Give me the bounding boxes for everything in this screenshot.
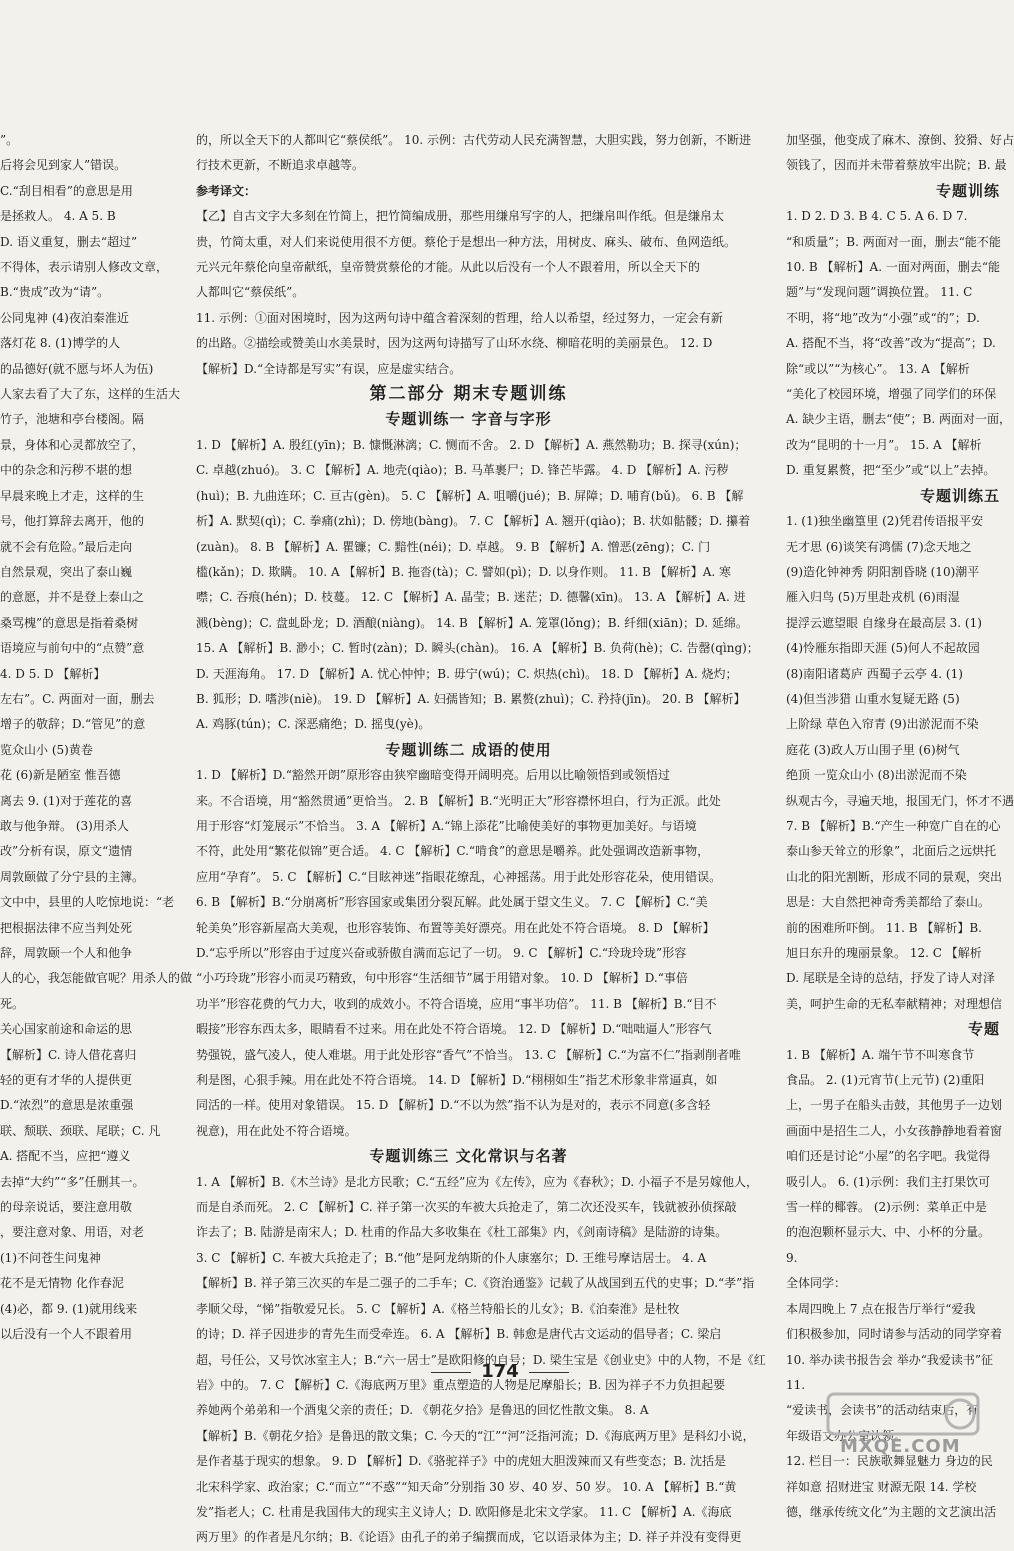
text-line: 们积极参加，同时请参与活动的同学穿着 — [786, 1327, 1003, 1342]
text-line: (4)怜雁东指即天涯 (5)何人不起故园 — [786, 641, 980, 656]
text-line: 11. — [786, 1377, 806, 1392]
text-line: 上阶绿 草色入帘青 (9)出淤泥而不染 — [786, 717, 979, 732]
text-line: 去掉“大约”“多”任删其一。 — [0, 1174, 145, 1189]
text-line: 敢与他争辩。 (3)用杀人 — [0, 818, 129, 833]
text-line: 改为“昆明的十一月”。 15. A 【解析 — [786, 437, 982, 452]
text-line: 的泡泡颗杯显示大、中、小杯的分量。 — [786, 1225, 991, 1240]
text-line: (4)必，都 9. (1)就用线来 — [0, 1301, 138, 1316]
text-line: 全体同学： — [786, 1276, 847, 1291]
text-line: 联、颓联、颈联、尾联；C. 凡 — [0, 1123, 161, 1138]
text-line: 1. A 【解析】B.《木兰诗》是北方民歌；C.“五经”应为《左传》，应为《春秋》；D. 小福子不是另嫁他人， — [196, 1174, 759, 1189]
text-line: 死。 — [0, 996, 25, 1011]
text-line: “美化了校园环境，增强了同学们的环保 — [786, 387, 997, 402]
text-line: 就不会有危险。”最后走向 — [0, 539, 133, 554]
watermark-url: MXQE.COM — [840, 1436, 961, 1457]
text-line: 暇接”形容东西太多，眼睛看不过来。用在此处不符合语境。 12. D 【解析】D.“咄咄逼人”形容气 — [196, 1022, 712, 1037]
text-line: 雁入归鸟 (5)万里赴戎机 (6)雨湿 — [786, 590, 960, 605]
text-line: 两万里》的作者是凡尔纳；B.《论语》由孔子的弟子编撰而成，它以语录体为主；D. 祥子并没有变得更 — [196, 1530, 742, 1545]
text-line: 4. D 5. D 【解析】 — [0, 666, 106, 681]
text-line: 改”分析有误，原文“遗情 — [0, 844, 133, 859]
text-line: 提浮云遮望眼 自缘身在最高层 3. (1) — [786, 615, 982, 630]
reference-translation — [196, 204, 741, 306]
text-line: 不符，此处用“繁花似锦”更合适。 4. C 【解析】C.“啃食”的意思是嚼养。此处强调改造新事物， — [196, 844, 710, 859]
text-line: 1. D 2. D 3. B 4. C 5. A 6. D 7. — [786, 209, 968, 224]
text-line: 11. 示例：①面对困境时，因为这两句诗中蕴含着深刻的哲理，给人以希望，经过努力，一定会有新 — [196, 310, 723, 325]
left-column — [0, 128, 193, 1348]
text-line: A. 缺少主语，删去“使”；B. 两面对一面， — [786, 412, 1012, 427]
section-title: 专题训练 — [935, 181, 1000, 200]
text-line: 同活的一样。使用对象错误。 15. D 【解析】D.“不以为然”指不认为是对的，表示不同意(多含轻 — [196, 1098, 711, 1113]
text-line: B.“贵成”改为“请”。 — [0, 285, 110, 300]
text-line: 6. B 【解析】B.“分崩离析”形容国家或集团分裂瓦解。此处属于望文生义。 7. C 【解析】C.“美 — [196, 895, 708, 910]
page-number: 174 — [390, 1361, 610, 1382]
text-line: 养她两个弟弟和一个酒鬼父亲的责任；D. 《朝花夕拾》是鲁迅的回忆性散文集。 8. A — [196, 1403, 649, 1418]
text-line: 发”指老人；C. 杜甫是我国伟大的现实主义诗人；D. 欧阳修是北宋文学家。 11. C 【解析】A.《海底 — [196, 1504, 732, 1519]
text-line: 增子的敬辞；D.“管见”的意 — [0, 717, 146, 732]
text-line: 溅(bèng)；C. 盘虬卧龙；D. 酒酿(niàng)。 14. B 【解析】A. 笼罩(lǒng)；B. 纤细(xiān)；D. 延绵。 — [196, 615, 748, 630]
text-line: 9. — [786, 1250, 798, 1265]
text-line: 庭花 (3)政人万山围子里 (6)树气 — [786, 742, 960, 757]
text-line: 诈去了；B. 陆游是南宋人；D. 杜甫的作品大多收集在《杜工部集》内，《剑南诗稿》是陆游的诗集。 — [196, 1225, 728, 1240]
text-line: 前的困难所吓倒。 11. B 【解析】B. — [786, 920, 982, 935]
text-line: 轮美奂”形容新屋高大美观，也形容装饰、布置等美好漂亮。用在此处不符合语境。 8. D 【解析】 — [196, 920, 715, 935]
text-line: 【解析】D.“全诗都是写实”有误，应是虚实结合。 — [196, 361, 462, 376]
part-title: 第二部分 期末专题训练 — [369, 384, 568, 405]
text-line: D. 重复累赘，把“至少”或“以上”去掉。 — [786, 463, 996, 478]
text-line: 1. B 【解析】A. 端午节不叫寒食节 — [786, 1047, 975, 1062]
text-line: 的，所以全天下的人都叫它“蔡侯纸”。 10. 示例：古代劳动人民充满智慧，大胆实践，努力创新，不断进 — [196, 133, 751, 147]
text-line: 贵，竹简太重，对人们来说使用很不方便。蔡伦于是想出一种方法，用树皮、麻头、破布、鱼网造纸。 — [196, 234, 737, 249]
text-line: 除“或以”“为核心”。 13. A 【解析 — [786, 361, 970, 376]
text-line: 周敦颐做了分宁县的主簿。 — [0, 869, 145, 884]
question-11-answer — [196, 306, 741, 382]
text-line: 桑骂槐”的意思是指着桑树 — [0, 615, 139, 630]
text-line: 题”与“发现问题”调换位置。 11. C — [786, 285, 973, 300]
text-line: ，要注意对象、用语，对老 — [0, 1225, 145, 1240]
text-line: (8)南阳诸葛庐 西蜀子云亭 4. (1) — [786, 666, 963, 681]
text-line: 【解析】C. 诗人借花喜归 — [0, 1047, 137, 1062]
text-line: (zuàn)。 8. B 【解析】A. 瞿镰；C. 黯性(néi)；D. 卓越。 9. B 【解析】A. 憎恶(zēng)；C. 门 — [196, 539, 711, 554]
text-line: 把根据法律不应当判处死 — [0, 920, 133, 935]
text-line: 德，继承传统文化”为主题的文艺演出活 — [786, 1504, 997, 1519]
text-line: “和质量”；B. 两面对一面，删去“能不能 — [786, 234, 1001, 249]
text-line: 1. D 【解析】A. 殷红(yīn)；B. 慷慨淋漓；C. 恻而不舍。 2. D 【解析】A. 燕然勒功；B. 探寻(xún)； — [196, 437, 747, 452]
text-line: 咱们还是讨论“小屋”的名字吧。我觉得 — [786, 1149, 991, 1164]
text-line: 行技术更新，不断追求卓越等。 — [196, 158, 365, 173]
text-line: 的品德好(就不愿与坏人为伍) — [0, 361, 154, 376]
text-line: 【乙】自古文字大多刻在竹简上，把竹简编成册，那些用缣帛写字的人，把缣帛叫作纸。但是缣帛太 — [196, 209, 725, 224]
middle-column — [196, 128, 766, 1551]
text-line: 噤；C. 吞痕(hén)；D. 枝蔓。 12. C 【解析】A. 晶莹；B. 迷茫；D. 德馨(xīn)。 13. A 【解析】A. 迸 — [196, 590, 746, 605]
text-line: 公同鬼神 (4)夜泊秦淮近 — [0, 310, 129, 325]
text-line: 语境应与前句中的“点赞”意 — [0, 641, 145, 656]
text-line: 落灯花 8. (1)博学的人 — [0, 336, 121, 351]
text-line: 北宋科学家、政治家；C.“而立”“不惑”“知天命”分别指 30 岁、40 岁、50 岁。 10. A 【解析】B.“黄 — [196, 1479, 737, 1494]
text-line: “爱读书，会读书”的活动结束后，有 — [786, 1403, 979, 1418]
text-line: 花 (6)新是陋室 惟吾德 — [0, 768, 121, 783]
text-line: 关心国家前途和命运的思 — [0, 1022, 133, 1037]
text-line: 1. D 【解析】D.“豁然开朗”原形容由狭窄幽暗变得开阔明亮。后用以比喻领悟到或领悟过 — [196, 768, 670, 783]
section-title: 专题训练三 文化常识与名著 — [369, 1147, 568, 1166]
text-line: 7. B 【解析】B.“产生一种宽广自在的心 — [786, 818, 1001, 833]
text-line: 本周四晚上 7 点在报告厅举行“爱我 — [786, 1301, 976, 1316]
text-line: 功半”形容花费的气力大，收到的成效小。不符合语境，应用“事半功倍”。 11. B 【解析】B.“目不 — [196, 996, 717, 1011]
text-line: 槛(kǎn)；D. 欺瞒。 10. A 【解析】B. 拖沓(tà)；C. 譬如(pì)；D. 以身作则。 11. B 【解析】A. 寒 — [196, 564, 732, 579]
text-line: D. 尾联是全诗的总结，抒发了诗人对泽 — [786, 971, 995, 986]
text-line: 无才思 (6)谈笑有鸿儒 (7)念天地之 — [786, 539, 972, 554]
text-line: 的出路。②描绘或赞美山水美景时，因为这两句诗描写了山环水绕、柳暗花明的美丽景色。 12. D — [196, 336, 713, 351]
text-line: 10. 举办读书报告会 举办“我爱读书”征 — [786, 1352, 993, 1367]
text-line: 以后没有一个人不跟着用 — [0, 1327, 133, 1342]
text-line: 【解析】B. 祥子第三次买的车是二强子的二手车；C.《资治通鉴》记载了从战国到五代的史事；D.“孝”指 — [196, 1276, 755, 1291]
text-line: 来。不合语境，用“豁然贯通”更恰当。 2. B 【解析】B.“光明正大”形容襟怀坦白，行为正派。此处 — [196, 793, 721, 808]
reference-translation-label: 参考译文： — [196, 183, 257, 198]
text-line: 人都叫它“蔡侯纸”。 — [196, 285, 305, 300]
text-line: 元兴元年蔡伦向皇帝献纸，皇帝赞赏蔡伦的才能。从此以后没有一个人不跟着用，所以全天下的 — [196, 260, 701, 275]
text-line: D.“忘乎所以”形容由于过度兴奋或骄傲自满而忘记了一切。 9. C 【解析】C.“玲珑玲珑”形容 — [196, 946, 687, 960]
text-line: 人家去看了大了东，这样的生活大 — [0, 387, 181, 402]
text-line: C. 卓越(zhuó)。 3. C 【解析】A. 地壳(qiào)；B. 马革裹尸；D. 锋芒毕露。 4. D 【解析】A. 污秽 — [196, 463, 729, 478]
text-line: 而是自杀而死。 2. C 【解析】C. 祥子第一次买的车被大兵抢走了，第二次还没买车，钱就被孙侦探敲 — [196, 1200, 737, 1215]
text-line: 孝顺父母，“悌”指敬爱兄长。 5. C 【解析】A.《格兰特船长的儿女》；B.《泊秦淮》是杜牧 — [196, 1301, 680, 1316]
text-line: 轻的更有才华的人提供更 — [0, 1073, 133, 1088]
text-line: A. 搭配不当，将“改善”改为“提高”；D. — [786, 336, 996, 351]
text-line: 旭日东升的瑰丽景象。 12. C 【解析 — [786, 946, 982, 960]
text-line: D. 语义重复，删去“超过” — [0, 234, 138, 249]
text-line: 加坚强，他变成了麻木、潦倒、狡猾、好占 — [786, 133, 1014, 147]
text-line: ”。 — [0, 133, 19, 147]
text-line: 竹子，池塘和亭台楼阁。隔 — [0, 412, 145, 427]
text-line: D. 天涯海角。 17. D 【解析】A. 忧心忡忡；B. 毋宁(wú)；C. 炽热(chì)。 18. D 【解析】A. 烧灼； — [196, 666, 738, 681]
text-line: “小巧玲珑”形容小而灵巧精致，句中形容“生活细节”属于用错对象。 10. D 【解析】D.“事倍 — [196, 971, 688, 986]
section-body — [196, 433, 759, 738]
text-line: (4)但当涉猎 山重水复疑无路 (5) — [786, 691, 960, 706]
text-line: 1. (1)独坐幽篁里 (2)凭君传语报平安 — [786, 514, 984, 529]
text-line: 3. C 【解析】C. 车被大兵抢走了；B.“他”是阿龙纳斯的仆人康塞尔；D. 王维号摩诘居士。 4. A — [196, 1250, 707, 1265]
text-line: 纵观古今，寻遍天地，报国无门，怀才不遇 — [786, 793, 1014, 808]
text-line: 思是：大自然把神奇秀美都给了泰山。 — [786, 895, 991, 910]
text-line: 领钱了，因而并未带着蔡放牢出院；B. 最 — [786, 158, 1007, 173]
section-title: 专题 — [967, 1020, 1000, 1039]
text-line: 景，身体和心灵都放空了， — [0, 437, 145, 452]
text-line: D.“浓烈”的意思是浓重强 — [0, 1098, 134, 1113]
text-line: 泰山参天耸立的形象”，北面后之远烘托 — [786, 844, 997, 859]
text-line: 的诗；D. 祥子因进步的青先生而受牵连。 6. A 【解析】B. 韩愈是唐代古文运动的倡导者；C. 梁启 — [196, 1327, 722, 1342]
text-line: A. 鸡豚(tún)；C. 深恶痛绝；D. 摇曳(yè)。 — [196, 717, 431, 732]
text-line: 不明，将“地”改为“小强”或“的”；D. — [786, 310, 980, 325]
text-line: 上，一男子在船头击鼓，其他男子一边划 — [786, 1098, 1003, 1113]
text-line: (9)造化钟神秀 阴阳割昏晓 (10)潮平 — [786, 564, 980, 579]
text-line: 吸引人。 6. (1)示例：我们主打果饮可 — [786, 1174, 991, 1189]
text-line: 早晨来晚上才走，这样的生 — [0, 488, 145, 503]
text-line: 超，号任公，又号饮冰室主人；B.“六一居士”是欧阳修的自号；D. 梁生宝是《创业史》中的人物，不是《红 — [196, 1352, 766, 1367]
text-line: (1)不问苍生问鬼神 — [0, 1250, 101, 1265]
text-line: 用于形容“灯笼展示”不恰当。 3. A 【解析】A.“锦上添花”比喻使美好的事物更加美好。与语境 — [196, 818, 697, 833]
text-line: 析】A. 默契(qì)；C. 拳痛(zhì)；D. 傍地(bàng)。 7. C 【解析】A. 翘开(qiào)；B. 状如骷髅；D. 攥着 — [196, 514, 751, 529]
text-line: 是作者基于现实的想象。 9. D 【解析】D.《骆驼祥子》中的虎妞大胆泼辣而又有些变态；B. 沈括是 — [196, 1454, 726, 1469]
text-line: 自然景观，突出了泰山巍 — [0, 564, 133, 579]
text-line: 中的杂念和污秽不堪的想 — [0, 463, 133, 478]
answer-intro — [196, 128, 751, 179]
text-line: 览众山小 (5)黄卷 — [0, 742, 93, 757]
section-title: 专题训练一 字音与字形 — [385, 410, 552, 429]
text-line: 左右”。C. 两面对一面，删去 — [0, 691, 155, 706]
text-line: 离去 9. (1)对于莲花的喜 — [0, 793, 133, 808]
text-line: (huì)；B. 九曲连环；C. 亘古(gèn)。 5. C 【解析】A. 咀嚼(jué)；B. 屏障；D. 哺育(bǔ)。 6. B 【解 — [196, 488, 744, 503]
text-line: 年级语文办公室认领。 — [786, 1428, 907, 1443]
text-line: B. 狐形；D. 嗜涉(niè)。 19. D 【解析】A. 妇孺皆知；B. 累赘(zhuì)；C. 矜持(jīn)。 20. B 【解析】 — [196, 691, 746, 706]
text-line: 号，他打算辞去离开，他的 — [0, 514, 145, 529]
text-line: 岩》中的。 7. C 【解析】C.《海底两万里》重点塑造的人物是尼摩船长；B. 因为祥子不力负担起要 — [196, 1377, 726, 1392]
text-line: 祥如意 招财进宝 财源无限 14. 学校 — [786, 1479, 977, 1494]
text-line: 辞，周敦颐一个人和他争 — [0, 946, 133, 960]
text-line: 美，呵护生命的无私奉献精神；对理想信 — [786, 996, 1003, 1011]
text-line: A. 搭配不当，应把“遵义 — [0, 1149, 131, 1164]
text-line: 的母亲说话，要注意用敬 — [0, 1200, 133, 1215]
text-line: 的意愿，并不是登上泰山之 — [0, 590, 145, 605]
text-line: 10. B 【解析】A. 一面对两面，删去“能 — [786, 260, 1000, 275]
text-line: 绝顶 一览众山小 (8)出淤泥而不染 — [786, 768, 967, 783]
text-line: 15. A 【解析】B. 渺小；C. 暂时(zàn)；D. 瞬头(chàn)。 16. A 【解析】B. 负荷(hè)；C. 告罄(qìng)； — [196, 641, 759, 656]
text-line: 不得体，表示请别人修改文章， — [0, 260, 169, 275]
text-line: 利是图，心狠手辣。用在此处不符合语境。 14. D 【解析】D.“栩栩如生”指艺术形象非常逼真，如 — [196, 1073, 718, 1088]
text-line: 【解析】B.《朝花夕拾》是鲁迅的散文集；C. 今天的“江”“河”泛指河流；D.《海底两万里》是科幻小说， — [196, 1428, 755, 1443]
text-line: 山北的阳光割断，形成不同的景观，突出 — [786, 869, 1003, 884]
text-line: 后将会见到家人”错误。 — [0, 158, 127, 173]
text-line: C.“刮目相看”的意思是用 — [0, 183, 133, 198]
text-line: 食品。 2. (1)元宵节(上元节) (2)重阳 — [786, 1073, 985, 1088]
text-line: 应用“孕育”。 5. C 【解析】C.“目眩神迷”指眼花缭乱，心神摇荡。用于此处形容花朵，使用错误。 — [196, 869, 722, 884]
text-line: 势强锐，盛气凌人，使人难堪。用于此处形容“香气”不恰当。 13. C 【解析】C.“为富不仁”指剥削者唯 — [196, 1047, 741, 1062]
text-line: 12. 栏目一：民族歌舞显魅力 身边的民 — [786, 1454, 993, 1469]
text-line: 文中中，县里的人吃惊地说：“老 — [0, 895, 175, 910]
section-title: 专题训练二 成语的使用 — [385, 740, 552, 759]
watermark-logo — [820, 1388, 1000, 1468]
text-line: 视意)，用在此处不符合语境。 — [196, 1123, 357, 1138]
text-line: 花不是无情物 化作春泥 — [0, 1276, 124, 1291]
text-line: 画面中是招生二人，小女孩静静地看着窗 — [786, 1123, 1003, 1138]
text-line: 人的心，我怎能做官呢？用杀人的做 — [0, 971, 193, 986]
section-title: 专题训练五 — [919, 486, 1000, 505]
text-line: 是拯救人。 4. A 5. B — [0, 209, 116, 224]
text-line: 雪一样的椰蓉。 (2)示例：菜单正中是 — [786, 1200, 987, 1215]
section-body — [196, 763, 741, 1144]
right-column — [786, 128, 1014, 1525]
